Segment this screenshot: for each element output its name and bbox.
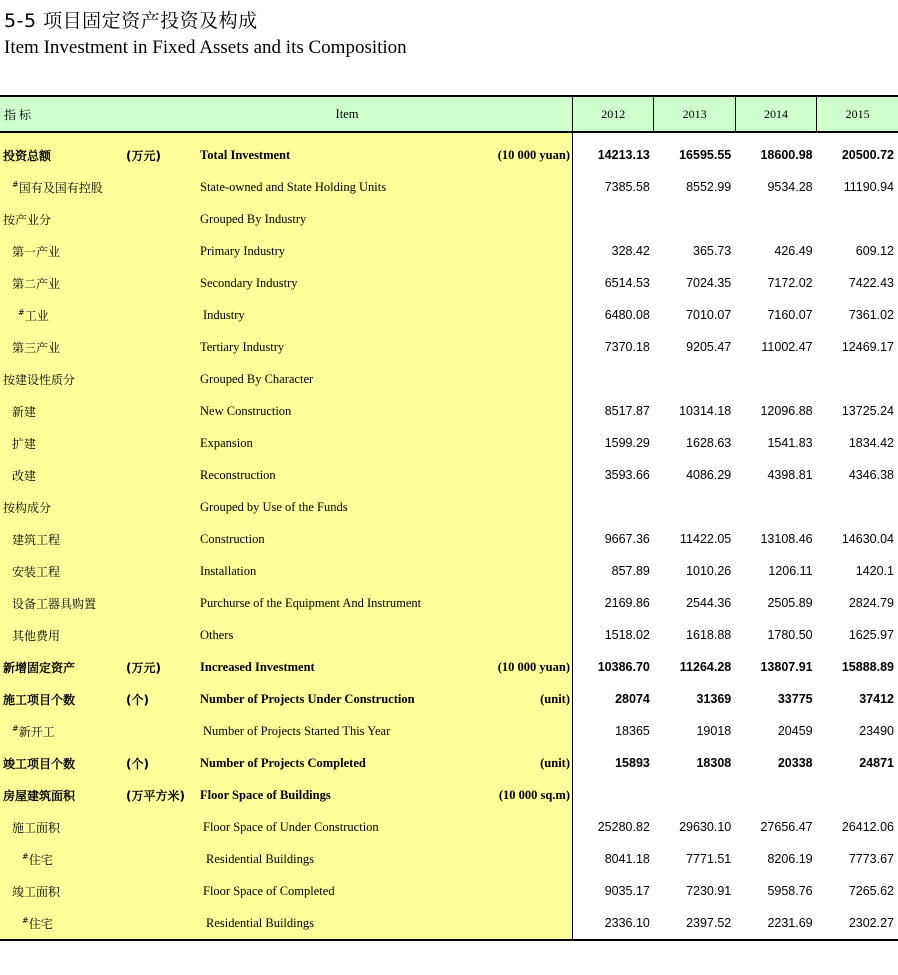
- row-label-en: Installation: [200, 555, 494, 587]
- value-cell-2014: 20338: [777, 756, 813, 770]
- row-unit-cn: (万元): [126, 132, 200, 171]
- table-row: [0, 427, 898, 459]
- header-label-en: Item: [200, 96, 494, 132]
- value-cell-2012: 2336.10: [573, 907, 654, 940]
- value-cell-2012: 7370.18: [604, 340, 650, 354]
- table-header-row: [0, 96, 898, 132]
- value-cell-2012: [573, 491, 654, 523]
- row-unit-cn: [126, 395, 200, 427]
- footnote-mark: #: [12, 179, 19, 189]
- row-unit-en: [494, 427, 573, 459]
- table-row: [0, 395, 898, 427]
- value-cell-2015: 24871: [859, 756, 894, 770]
- row-unit-cn: [126, 523, 200, 555]
- value-cell-2013: 11264.28: [679, 660, 732, 674]
- row-label-en: Industry: [200, 299, 494, 331]
- row-unit-en: [494, 875, 573, 907]
- value-cell-2012: [573, 779, 654, 811]
- page-title-en: Item Investment in Fixed Assets and its Composition: [4, 37, 407, 58]
- row-unit-cn: [126, 907, 200, 940]
- table-row: [0, 651, 898, 683]
- row-label-cn: [0, 811, 126, 843]
- row-label-cn: [0, 235, 126, 267]
- row-label-en: Floor Space of Under Construction: [200, 811, 494, 843]
- footnote-mark: #: [12, 723, 19, 733]
- row-label-en: Floor Space of Buildings: [200, 779, 494, 811]
- table-row: [0, 299, 898, 331]
- value-cell-2014: [735, 203, 816, 235]
- row-label-cn-text: 设备工器具购置: [12, 596, 97, 611]
- value-cell-2014: 1541.83: [767, 436, 813, 450]
- row-label-en: Number of Projects Started This Year: [200, 715, 494, 747]
- row-label-cn-text: 建筑工程: [12, 532, 61, 547]
- row-unit-cn: [126, 203, 200, 235]
- row-label-cn: [0, 683, 126, 715]
- value-cell-2012: 15893: [615, 756, 650, 770]
- row-unit-en: [494, 267, 573, 299]
- row-label-cn: [0, 555, 126, 587]
- row-label-en: Floor Space of Completed: [200, 875, 494, 907]
- row-unit-en: (10 000 sq.m): [494, 779, 573, 811]
- value-cell-2013: 18308: [696, 756, 732, 770]
- value-cell-2013: 2397.52: [654, 907, 735, 940]
- row-unit-en: [494, 523, 573, 555]
- row-label-cn-text: 工业: [24, 308, 49, 323]
- value-cell-2014: 8206.19: [767, 852, 813, 866]
- row-label-cn-text: 房屋建筑面积: [3, 788, 76, 803]
- row-label-cn: [0, 715, 126, 747]
- row-label-en: Secondary Industry: [200, 267, 494, 299]
- row-label-cn: [0, 747, 126, 779]
- row-label-cn-text: 安装工程: [12, 564, 61, 579]
- row-label-cn-text: 新开工: [18, 724, 55, 739]
- value-cell-2012: 8517.87: [604, 404, 650, 418]
- row-label-en: Purchurse of the Equipment And Instrument: [200, 587, 494, 619]
- value-cell-2013: 16595.55: [679, 148, 732, 162]
- value-cell-2012: [573, 363, 654, 395]
- table-row: [0, 171, 898, 203]
- row-unit-en: [494, 331, 573, 363]
- value-cell-2015: 1834.42: [848, 436, 894, 450]
- row-label-cn: [0, 299, 126, 331]
- row-label-cn-text: 扩建: [12, 436, 37, 451]
- footnote-mark: #: [22, 915, 29, 925]
- row-unit-cn: [126, 299, 200, 331]
- row-unit-en: [494, 235, 573, 267]
- row-label-cn-text: 其他费用: [12, 628, 61, 643]
- table-row: [0, 267, 898, 299]
- table-row: [0, 779, 898, 811]
- value-cell-2014: 2505.89: [767, 596, 813, 610]
- value-cell-2012: 6514.53: [604, 276, 650, 290]
- value-cell-2012: 18365: [615, 724, 650, 738]
- row-label-cn: [0, 523, 126, 555]
- value-cell-2014: 13807.91: [760, 660, 813, 674]
- value-cell-2013: 9205.47: [686, 340, 732, 354]
- footnote-mark: #: [18, 307, 25, 317]
- value-cell-2014: 12096.88: [760, 404, 813, 418]
- value-cell-2012: 8041.18: [604, 852, 650, 866]
- row-unit-en: [494, 811, 573, 843]
- row-label-cn-text: 竣工面积: [12, 884, 61, 899]
- row-unit-cn: (万平方米): [126, 779, 200, 811]
- value-cell-2014: 7172.02: [767, 276, 813, 290]
- value-cell-2014: 1206.11: [768, 564, 813, 578]
- value-cell-2015: 11190.94: [843, 180, 894, 194]
- row-label-cn-text: 施工项目个数: [3, 692, 76, 707]
- value-cell-2014: 33775: [777, 692, 813, 706]
- row-label-cn-text: 第一产业: [12, 244, 61, 259]
- value-cell-2014: 20459: [777, 724, 813, 738]
- value-cell-2012: 28074: [615, 692, 650, 706]
- row-label-cn: [0, 587, 126, 619]
- row-unit-cn: [126, 171, 200, 203]
- row-label-cn: [0, 395, 126, 427]
- table-row: [0, 811, 898, 843]
- value-cell-2015: 2302.27: [817, 907, 898, 940]
- value-cell-2014: 18600.98: [760, 148, 813, 162]
- row-unit-en: [494, 299, 573, 331]
- table-row: [0, 843, 898, 875]
- row-label-en: Increased Investment: [200, 651, 494, 683]
- table-row: [0, 363, 898, 395]
- row-unit-en: [494, 555, 573, 587]
- value-cell-2015: [817, 779, 898, 811]
- row-unit-en: [494, 715, 573, 747]
- row-label-cn: [0, 779, 126, 811]
- row-unit-cn: [126, 491, 200, 523]
- row-label-cn-text: 第二产业: [12, 276, 61, 291]
- value-cell-2015: 7361.02: [848, 308, 894, 322]
- value-cell-2012: 9667.36: [604, 532, 650, 546]
- row-label-en: New Construction: [200, 395, 494, 427]
- row-unit-cn: [126, 875, 200, 907]
- row-label-en: Primary Industry: [200, 235, 494, 267]
- row-label-en: Grouped by Use of the Funds: [200, 491, 494, 523]
- value-cell-2012: 3593.66: [604, 468, 650, 482]
- row-label-cn-text: 住宅: [28, 852, 53, 867]
- row-label-cn: [0, 491, 126, 523]
- value-cell-2012: 328.42: [611, 244, 650, 258]
- row-label-en: Number of Projects Completed: [200, 747, 494, 779]
- value-cell-2013: 4086.29: [686, 468, 732, 482]
- row-label-cn: [0, 171, 126, 203]
- row-label-en: Reconstruction: [200, 459, 494, 491]
- row-label-cn-text: 投资总额: [3, 148, 52, 163]
- row-label-en: State-owned and State Holding Units: [200, 171, 494, 203]
- row-label-cn: [0, 203, 126, 235]
- value-cell-2013: 10314.18: [679, 404, 732, 418]
- value-cell-2013: 7230.91: [686, 884, 732, 898]
- row-unit-cn: [126, 459, 200, 491]
- row-label-cn-text: 国有及国有控股: [18, 180, 103, 195]
- value-cell-2015: 2824.79: [848, 596, 894, 610]
- value-cell-2015: 4346.38: [848, 468, 894, 482]
- table-row: [0, 132, 898, 171]
- value-cell-2015: [817, 363, 898, 395]
- row-label-cn-text: 改建: [12, 468, 37, 483]
- value-cell-2012: 1599.29: [604, 436, 650, 450]
- row-label-en: Grouped By Character: [200, 363, 494, 395]
- row-unit-cn: [126, 267, 200, 299]
- row-label-cn-text: 按建设性质分: [3, 372, 76, 387]
- row-unit-en: [494, 395, 573, 427]
- row-label-cn: [0, 651, 126, 683]
- row-label-cn-text: 按产业分: [3, 212, 52, 227]
- table-row: [0, 587, 898, 619]
- value-cell-2013: 7024.35: [686, 276, 732, 290]
- value-cell-2012: [573, 203, 654, 235]
- value-cell-2015: 1420.1: [855, 564, 894, 578]
- row-label-en: Others: [200, 619, 494, 651]
- value-cell-2015: 37412: [859, 692, 894, 706]
- value-cell-2015: 20500.72: [841, 148, 894, 162]
- fixed-assets-table: [0, 95, 898, 941]
- row-label-cn-text: 住宅: [28, 916, 53, 931]
- value-cell-2013: 19018: [696, 724, 732, 738]
- row-label-cn: [0, 132, 126, 171]
- value-cell-2013: 11422.05: [680, 532, 732, 546]
- value-cell-2014: 11002.47: [761, 340, 813, 354]
- value-cell-2013: 2544.36: [686, 596, 732, 610]
- value-cell-2012: 2169.86: [604, 596, 650, 610]
- row-label-en: Grouped By Industry: [200, 203, 494, 235]
- row-unit-en: [494, 203, 573, 235]
- row-unit-cn: [126, 427, 200, 459]
- value-cell-2012: 1518.02: [604, 628, 650, 642]
- row-unit-cn: [126, 843, 200, 875]
- row-unit-cn: [126, 555, 200, 587]
- row-unit-en: (unit): [494, 747, 573, 779]
- row-unit-en: [494, 843, 573, 875]
- value-cell-2015: 26412.06: [841, 820, 894, 834]
- row-unit-cn: (万元): [126, 651, 200, 683]
- row-label-cn: [0, 875, 126, 907]
- value-cell-2014: 2231.69: [735, 907, 816, 940]
- row-label-cn-text: 按构成分: [3, 500, 52, 515]
- row-label-cn: [0, 459, 126, 491]
- header-year-2012: 2012: [573, 96, 654, 132]
- value-cell-2013: 29630.10: [679, 820, 732, 834]
- row-label-cn: [0, 619, 126, 651]
- header-year-2015: 2015: [817, 96, 898, 132]
- row-unit-en: [494, 171, 573, 203]
- page-title-cn: 5-5 项目固定资产投资及构成: [4, 10, 258, 32]
- table-row: [0, 235, 898, 267]
- row-unit-en: [494, 619, 573, 651]
- table-row: [0, 747, 898, 779]
- row-label-cn: [0, 907, 126, 940]
- value-cell-2013: 7010.07: [686, 308, 732, 322]
- table-row: [0, 683, 898, 715]
- row-unit-en: [494, 587, 573, 619]
- row-unit-cn: (个): [126, 747, 200, 779]
- row-label-cn-text: 施工面积: [12, 820, 61, 835]
- value-cell-2015: [817, 203, 898, 235]
- value-cell-2014: 426.49: [774, 244, 813, 258]
- value-cell-2013: 1010.26: [686, 564, 732, 578]
- value-cell-2014: 5958.76: [767, 884, 813, 898]
- header-label-cn: 指 标: [0, 96, 126, 132]
- row-unit-cn: [126, 363, 200, 395]
- row-unit-cn: [126, 587, 200, 619]
- value-cell-2012: 6480.08: [604, 308, 650, 322]
- value-cell-2013: 31369: [696, 692, 732, 706]
- row-unit-en: [494, 491, 573, 523]
- value-cell-2015: 14630.04: [841, 532, 894, 546]
- row-unit-en: (10 000 yuan): [494, 132, 573, 171]
- row-label-cn: [0, 843, 126, 875]
- row-label-cn: [0, 331, 126, 363]
- value-cell-2013: 1618.88: [686, 628, 732, 642]
- value-cell-2012: 9035.17: [604, 884, 650, 898]
- row-label-cn: [0, 427, 126, 459]
- row-unit-cn: [126, 811, 200, 843]
- value-cell-2013: 1628.63: [686, 436, 732, 450]
- value-cell-2013: [654, 363, 735, 395]
- row-unit-en: (unit): [494, 683, 573, 715]
- footnote-mark: #: [22, 851, 29, 861]
- value-cell-2015: 7422.43: [848, 276, 894, 290]
- value-cell-2014: 7160.07: [767, 308, 813, 322]
- value-cell-2014: [735, 363, 816, 395]
- row-unit-en: [494, 907, 573, 940]
- value-cell-2013: 7771.51: [686, 852, 732, 866]
- table-row: [0, 715, 898, 747]
- row-label-en: Number of Projects Under Construction: [200, 683, 494, 715]
- row-unit-cn: (个): [126, 683, 200, 715]
- row-unit-cn: [126, 619, 200, 651]
- value-cell-2015: 23490: [859, 724, 894, 738]
- value-cell-2015: 12469.17: [841, 340, 894, 354]
- row-label-cn: [0, 363, 126, 395]
- value-cell-2012: 10386.70: [597, 660, 650, 674]
- value-cell-2012: 7385.58: [604, 180, 650, 194]
- value-cell-2014: 9534.28: [767, 180, 813, 194]
- row-label-en: Tertiary Industry: [200, 331, 494, 363]
- row-unit-cn: [126, 715, 200, 747]
- header-year-2013: 2013: [654, 96, 735, 132]
- table-row: [0, 459, 898, 491]
- table-row: [0, 907, 898, 940]
- value-cell-2015: 13725.24: [841, 404, 894, 418]
- row-label-cn-text: 竣工项目个数: [3, 756, 76, 771]
- value-cell-2014: 27656.47: [760, 820, 813, 834]
- value-cell-2013: 365.73: [693, 244, 732, 258]
- row-label-en: Construction: [200, 523, 494, 555]
- table-row: [0, 523, 898, 555]
- value-cell-2015: 1625.97: [848, 628, 894, 642]
- row-unit-en: [494, 459, 573, 491]
- row-unit-cn: [126, 235, 200, 267]
- value-cell-2012: 25280.82: [597, 820, 650, 834]
- value-cell-2015: 7773.67: [848, 852, 894, 866]
- row-unit-en: (10 000 yuan): [494, 651, 573, 683]
- value-cell-2015: 7265.62: [848, 884, 894, 898]
- row-label-en: Residential Buildings: [200, 907, 494, 940]
- header-year-2014: 2014: [735, 96, 816, 132]
- row-label-en: Expansion: [200, 427, 494, 459]
- table-row: [0, 491, 898, 523]
- value-cell-2013: [654, 491, 735, 523]
- value-cell-2012: 857.89: [611, 564, 650, 578]
- row-label-cn-text: 新建: [12, 404, 37, 419]
- row-label-en: Residential Buildings: [200, 843, 494, 875]
- value-cell-2014: 13108.46: [760, 532, 813, 546]
- row-unit-cn: [126, 331, 200, 363]
- value-cell-2014: 1780.50: [767, 628, 813, 642]
- value-cell-2012: 14213.13: [597, 148, 650, 162]
- value-cell-2013: [654, 203, 735, 235]
- table-row: [0, 555, 898, 587]
- table-row: [0, 203, 898, 235]
- row-unit-en: [494, 363, 573, 395]
- table-row: [0, 331, 898, 363]
- value-cell-2015: 609.12: [855, 244, 894, 258]
- row-label-cn-text: 新增固定资产: [3, 660, 76, 675]
- value-cell-2015: [817, 491, 898, 523]
- value-cell-2015: 15888.89: [841, 660, 894, 674]
- row-label-cn-text: 第三产业: [12, 340, 61, 355]
- row-label-en: Total Investment: [200, 132, 494, 171]
- value-cell-2014: 4398.81: [767, 468, 813, 482]
- value-cell-2013: 8552.99: [686, 180, 732, 194]
- value-cell-2013: [654, 779, 735, 811]
- value-cell-2014: [735, 491, 816, 523]
- table-row: [0, 619, 898, 651]
- table-row: [0, 875, 898, 907]
- value-cell-2014: [735, 779, 816, 811]
- row-label-cn: [0, 267, 126, 299]
